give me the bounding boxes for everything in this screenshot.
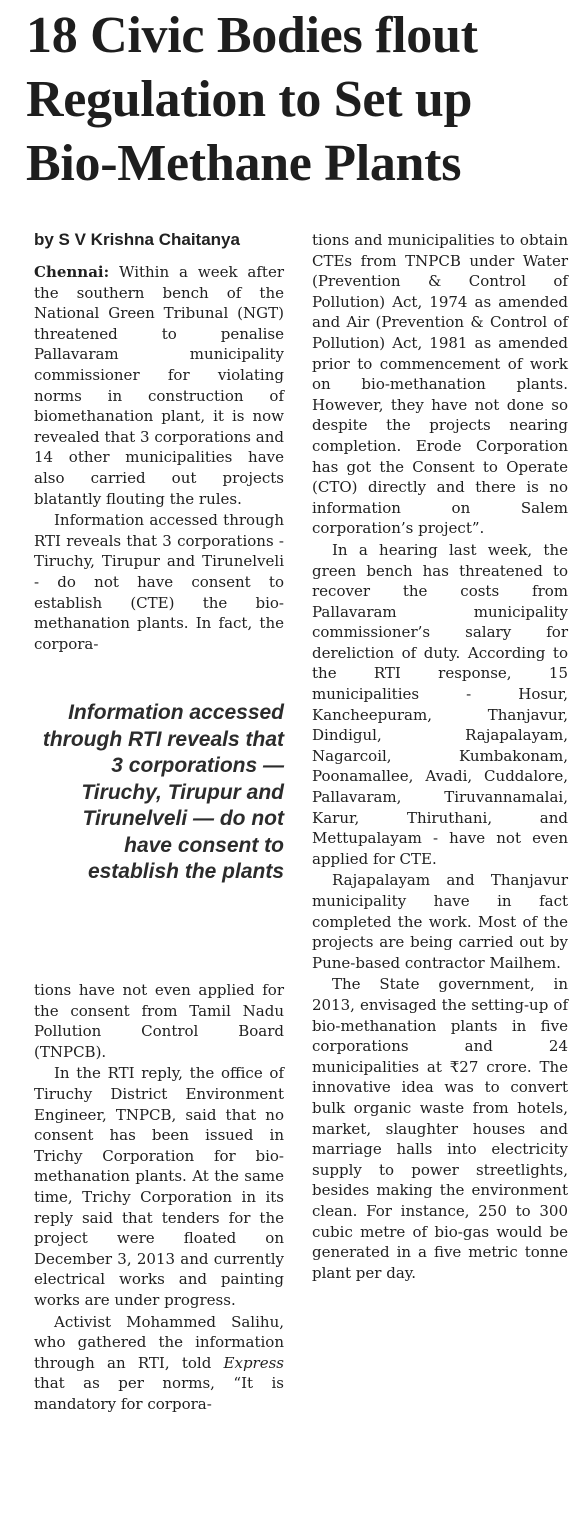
paragraph: In a hearing last week, the green bench has threatened to recover the costs from Pallavaram municipality commissioner’s salary for dereliction of duty. According to the RTI response, 15 municipalities - Hosur, Kancheepuram, Thanjavur, Dindigul, Rajapalayam, Nagarcoil, Kumbakonam, Poonamallee, Avadi, Cuddalore, Pallavaram, Tiruvannamalai, Karur, Thiruthani, and Mettupalayam - have not even applied for CTE.: [312, 540, 568, 868]
pull-quote: Information accessed through RTI reveals that 3 corporations — Tiruchy, Tirupur and Tirunelveli — do not have consent to establish the plants: [42, 701, 284, 883]
dateline: Chennai:: [34, 263, 110, 281]
paragraph: In the RTI reply, the office of Tiruchy District Environment Engineer, TNPCB, said that no consent has been issued in Trichy Corporation for bio-methanation plants. At the same time, Trichy Corporation in its reply said that tenders for the project were floated on December 3, 2013 and currently electrical works and painting works are under progress.: [34, 1064, 284, 1309]
lead-text: Within a week after the southern bench of the National Green Tribunal (NGT) threatened to penalise Pallavaram municipality commissioner for violating norms in construction of biomethanation plant, it is now revealed that 3 corporations and 14 other municipalities have also carried out projects blatantly flouting the rules.: [34, 263, 284, 508]
headline: [26, 4, 566, 196]
column-2: [312, 230, 568, 1283]
byline: by S V Krishna Chaitanya: [34, 230, 240, 249]
paragraph: tions have not even applied for the consent from Tamil Nadu Pollution Control Board (TNPCB).: [34, 981, 284, 1061]
text-run: Activist Mohammed Salihu, who gathered the information through an RTI, told: [34, 1312, 284, 1372]
paragraph: The State government, in 2013, envisaged the setting-up of bio-methanation plants in five corporations and 24 municipalities at ₹27 crore. The innovative idea was to convert bulk organic waste from hotels, market, slaughter houses and marriage halls into electricity supply to power streetlights, besides making the environment clean. For instance, 250 to 300 cubic metre of bio-gas would be generated in a five metric tonne plant per day.: [312, 975, 568, 1282]
paragraph: Information accessed through RTI reveals that 3 corporations - Tiruchy, Tirupur and Tirunelveli - do not have consent to establish (CTE) the bio-methanation plants. In fact, the corpora-: [34, 511, 284, 653]
text-run: that as per norms, “It is mandatory for corpora-: [34, 1374, 284, 1413]
headline-line-3: Bio-Methane Plants: [26, 135, 462, 192]
publication-name: Express: [223, 1353, 284, 1372]
paragraph: Rajapalayam and Thanjavur municipality have in fact completed the work. Most of the projects are being carried out by Pune-based contractor Mailhem.: [312, 871, 568, 972]
column-1-top: [34, 262, 284, 654]
headline-line-2: Regulation to Set up: [26, 71, 473, 128]
paragraph: [34, 1312, 284, 1415]
headline-line-1: 18 Civic Bodies flout: [26, 7, 478, 64]
paragraph: tions and municipalities to obtain CTEs from TNPCB under Water (Prevention & Control of Pollution) Act, 1974 as amended and Air (Prevention & Control of Pollution) Act, 1981 as amended prior to commencement of work on bio-methanation plants. However, they have not done so despite the projects nearing completion. Erode Corporation has got the Consent to Operate (CTO) directly and there is no information on Salem corporation’s project”.: [312, 231, 568, 538]
column-1-bottom: [34, 980, 284, 1414]
paragraph-lead: [34, 262, 284, 509]
